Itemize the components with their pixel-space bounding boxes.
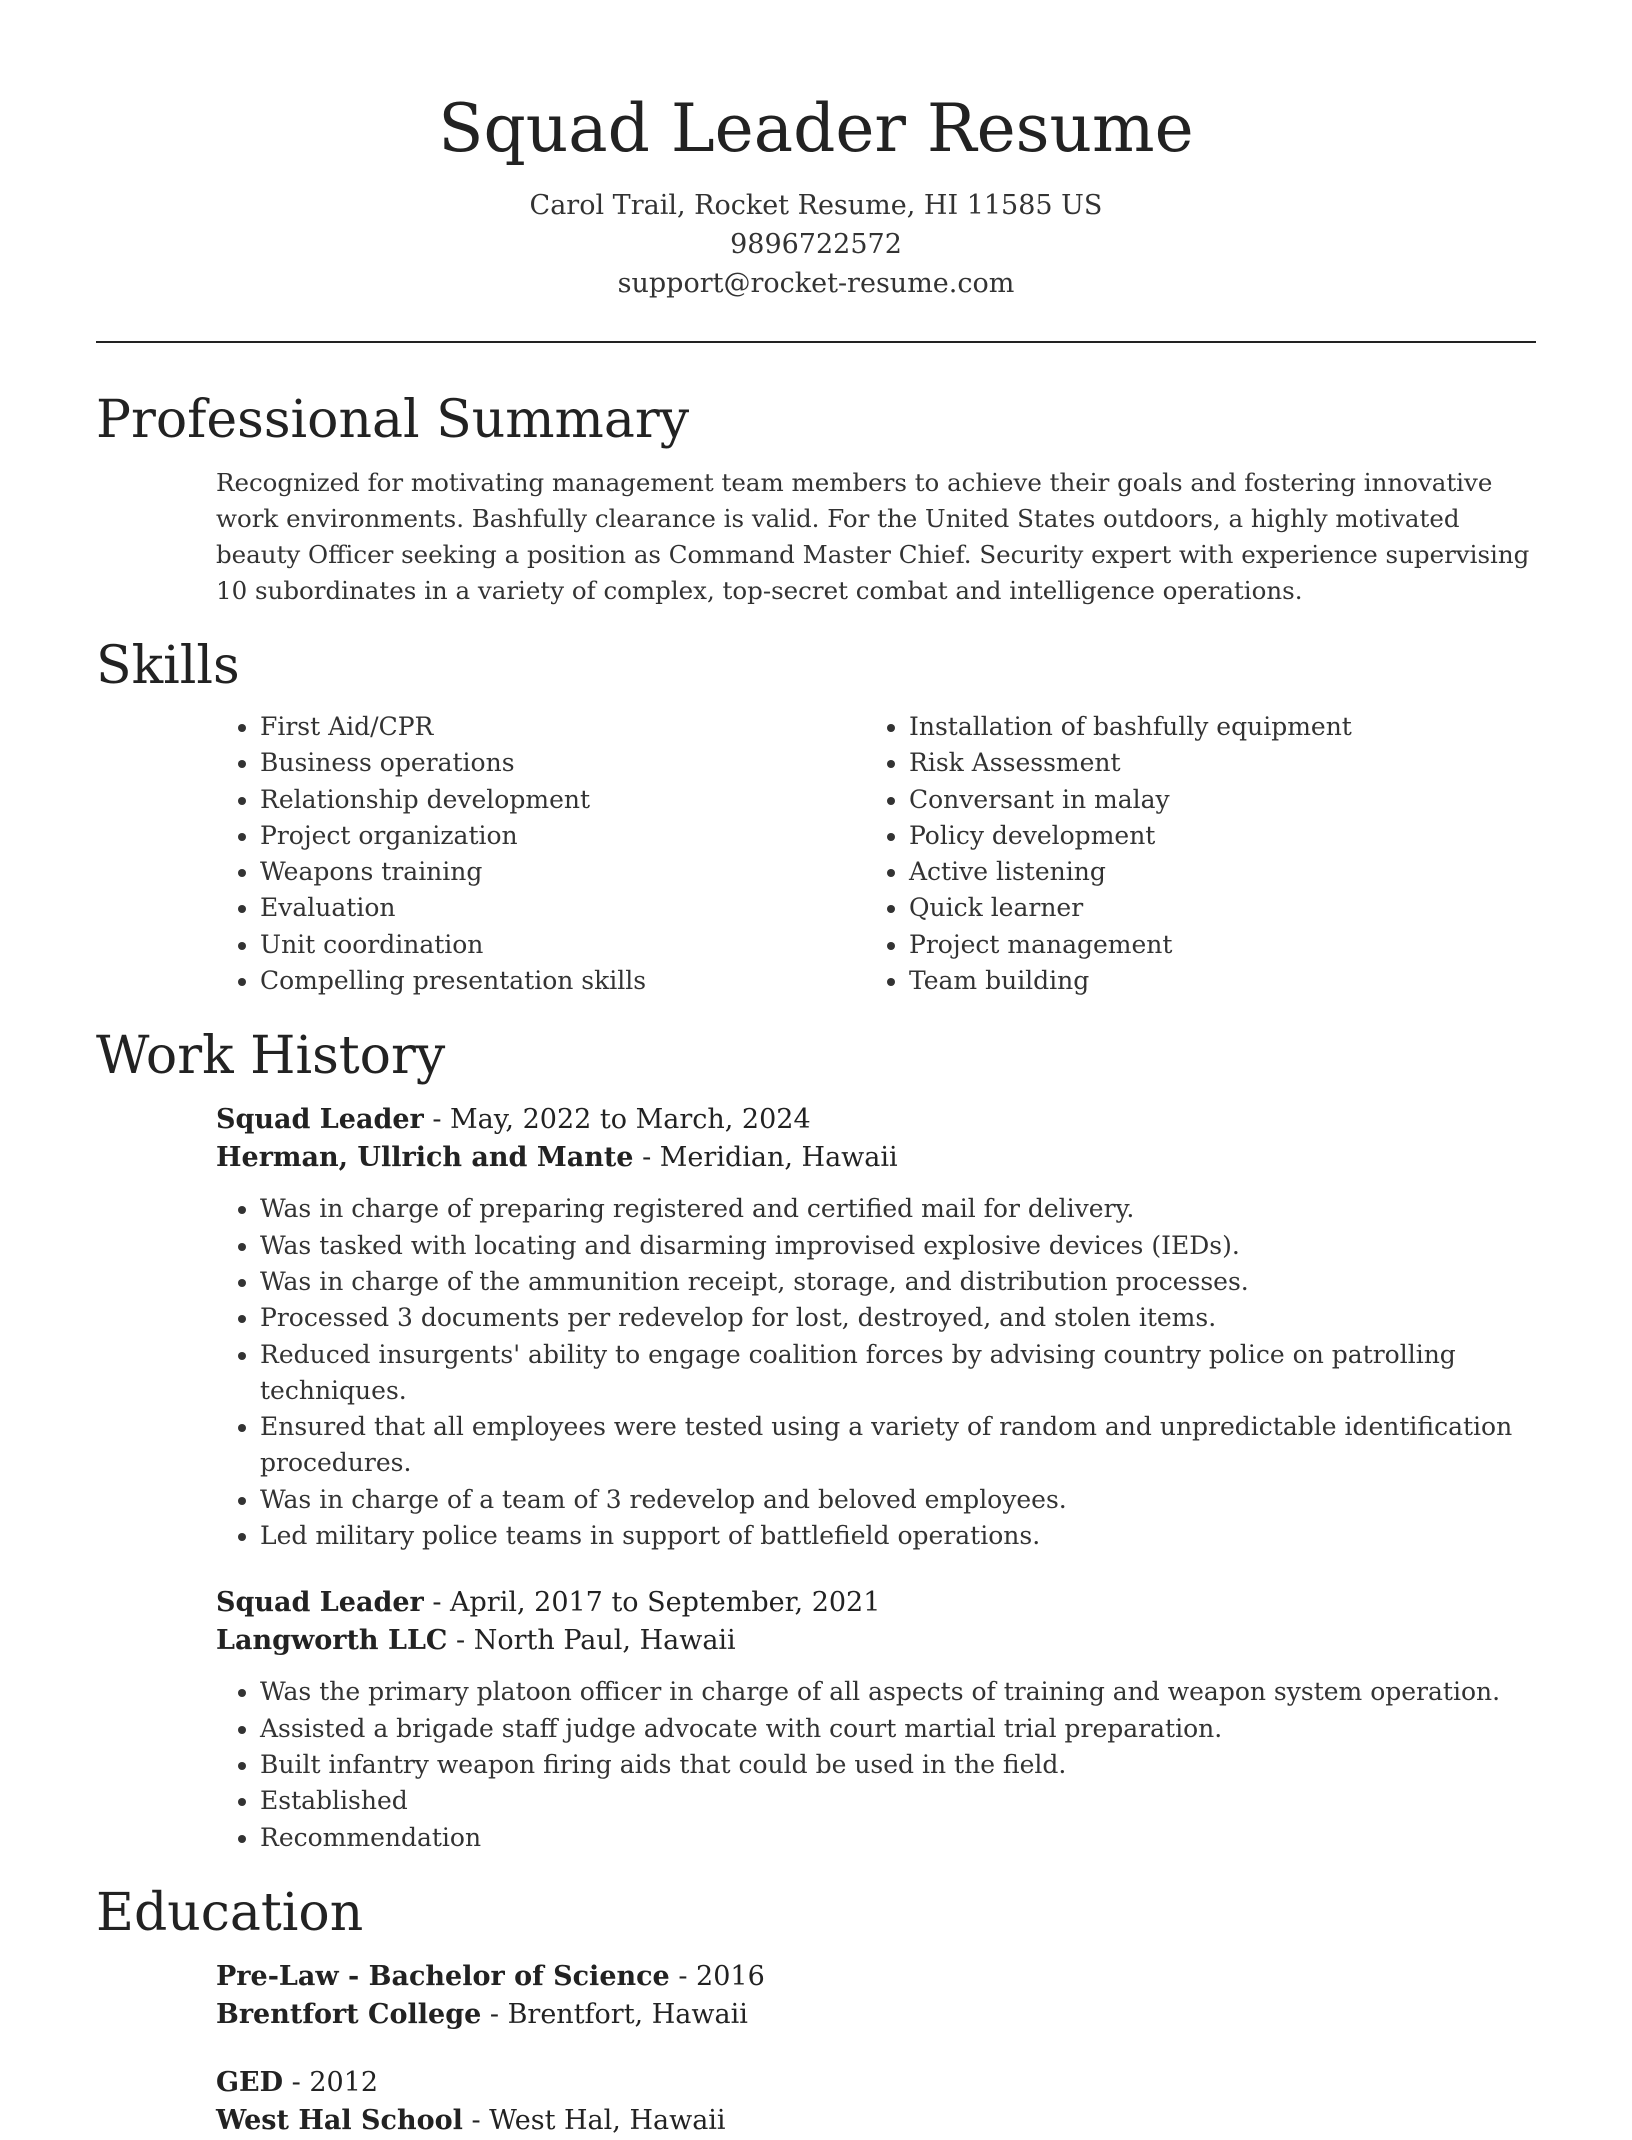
education-year: - 2016 bbox=[669, 1960, 765, 1992]
job-bullet: • Built infantry weapon firing aids that could be used in the field. bbox=[260, 1747, 1536, 1783]
job-bullet: • Ensured that all employees were tested using a variety of random and unpredictable identification procedures. bbox=[260, 1409, 1536, 1482]
skill-item: • Risk Assessment bbox=[909, 745, 1352, 781]
education-school-line bbox=[216, 2102, 1536, 2140]
education-heading: Education bbox=[96, 1882, 364, 1943]
education-entry bbox=[216, 2064, 1536, 2140]
job-company: Herman, Ullrich and Mante bbox=[216, 1142, 634, 1174]
resume-title: Squad Leader Resume bbox=[438, 90, 1194, 167]
summary-text: Recognized for motivating management team members to achieve their goals and fostering innovative work environments. Bashfully clearance is valid. For the United States outdoors, a highly motivated beauty Officer seeking a position as Command Master Chief. Security expert with experience supervising 10 subordinates in a variety of complex, top-secret combat and intelligence operations. bbox=[216, 468, 1530, 605]
job-title: Squad Leader bbox=[216, 1104, 424, 1136]
summary-section bbox=[0, 385, 1632, 609]
education-degree: Pre-Law - Bachelor of Science bbox=[216, 1960, 670, 1992]
job-bullet: • Reduced insurgents' ability to engage coalition forces by advising country police on patrolling techniques. bbox=[260, 1337, 1536, 1410]
skill-item: • Evaluation bbox=[260, 890, 865, 926]
contact-info bbox=[0, 186, 1632, 303]
education-entry bbox=[216, 1958, 1536, 2034]
job-bullet: • Assisted a brigade staff judge advocate with court martial trial preparation. bbox=[260, 1711, 1536, 1747]
job-title-line bbox=[216, 1584, 1536, 1622]
skill-item: • Quick learner bbox=[909, 890, 1352, 926]
education-degree-line bbox=[216, 2064, 1536, 2102]
job-bullet: • Established bbox=[260, 1783, 1536, 1819]
job-title: Squad Leader bbox=[216, 1587, 424, 1619]
skill-item: • Unit coordination bbox=[260, 927, 865, 963]
education-degree-line bbox=[216, 1958, 1536, 1996]
job-location: - Meridian, Hawaii bbox=[633, 1142, 898, 1174]
skill-item: • Policy development bbox=[909, 818, 1352, 854]
job-dates: - May, 2022 to March, 2024 bbox=[423, 1104, 811, 1136]
job-bullet: • Was the primary platoon officer in charge of all aspects of training and weapon system operation. bbox=[260, 1674, 1536, 1710]
skill-item: • Business operations bbox=[260, 745, 865, 781]
skill-item: • First Aid/CPR bbox=[260, 709, 865, 745]
summary-heading: Professional Summary bbox=[96, 390, 690, 450]
skill-item: • Relationship development bbox=[260, 782, 865, 818]
job-bullet: • Processed 3 documents per redevelop for lost, destroyed, and stolen items. bbox=[260, 1300, 1536, 1336]
education-section bbox=[0, 1878, 1632, 2140]
contact-email: support@rocket-resume.com bbox=[617, 268, 1015, 299]
job-bullets bbox=[216, 1674, 1536, 1855]
education-school: Brentfort College bbox=[216, 1998, 482, 2030]
skill-item: • Conversant in malay bbox=[909, 782, 1352, 818]
work-history-section bbox=[0, 1021, 1632, 1855]
job-entry bbox=[216, 1101, 1536, 1554]
job-bullet: • Led military police teams in support of battlefield operations. bbox=[260, 1518, 1536, 1554]
education-school: West Hal School bbox=[216, 2104, 463, 2136]
education-location: - West Hal, Hawaii bbox=[462, 2104, 726, 2136]
skill-item: • Active listening bbox=[909, 854, 1352, 890]
job-bullets bbox=[216, 1191, 1536, 1554]
job-location: - North Paul, Hawaii bbox=[447, 1625, 736, 1657]
skills-columns bbox=[216, 709, 1536, 999]
job-bullet: • Recommendation bbox=[260, 1820, 1536, 1856]
job-bullet: • Was in charge of preparing registered and certified mail for delivery. bbox=[260, 1191, 1536, 1227]
resume-header bbox=[0, 0, 1632, 303]
job-company-line bbox=[216, 1139, 1536, 1177]
skills-heading: Skills bbox=[96, 636, 240, 696]
job-bullet: • Was in charge of a team of 3 redevelop and beloved employees. bbox=[260, 1482, 1536, 1518]
job-dates: - April, 2017 to September, 2021 bbox=[423, 1587, 881, 1619]
work-history-heading: Work History bbox=[96, 1026, 446, 1087]
education-location: - Brentfort, Hawaii bbox=[481, 1998, 748, 2030]
contact-address: Carol Trail, Rocket Resume, HI 11585 US bbox=[529, 190, 1103, 221]
skill-item: • Compelling presentation skills bbox=[260, 963, 865, 999]
skills-section bbox=[0, 631, 1632, 999]
job-bullet: • Was tasked with locating and disarming improvised explosive devices (IEDs). bbox=[260, 1228, 1536, 1264]
skill-item: • Installation of bashfully equipment bbox=[909, 709, 1352, 745]
skill-item: • Project organization bbox=[260, 818, 865, 854]
skill-item: • Weapons training bbox=[260, 854, 865, 890]
job-bullet: • Was in charge of the ammunition receipt, storage, and distribution processes. bbox=[260, 1264, 1536, 1300]
job-title-line bbox=[216, 1101, 1536, 1139]
education-year: - 2012 bbox=[283, 2066, 379, 2098]
skills-list-left bbox=[216, 709, 865, 999]
education-degree: GED bbox=[216, 2066, 284, 2098]
job-entry bbox=[216, 1584, 1536, 1855]
education-school-line bbox=[216, 1996, 1536, 2034]
job-company-line bbox=[216, 1622, 1536, 1660]
job-company: Langworth LLC bbox=[216, 1625, 448, 1657]
header-divider bbox=[96, 341, 1536, 343]
contact-phone: 9896722572 bbox=[730, 229, 902, 260]
skill-item: • Project management bbox=[909, 927, 1352, 963]
skill-item: • Team building bbox=[909, 963, 1352, 999]
skills-list-right bbox=[865, 709, 1352, 999]
